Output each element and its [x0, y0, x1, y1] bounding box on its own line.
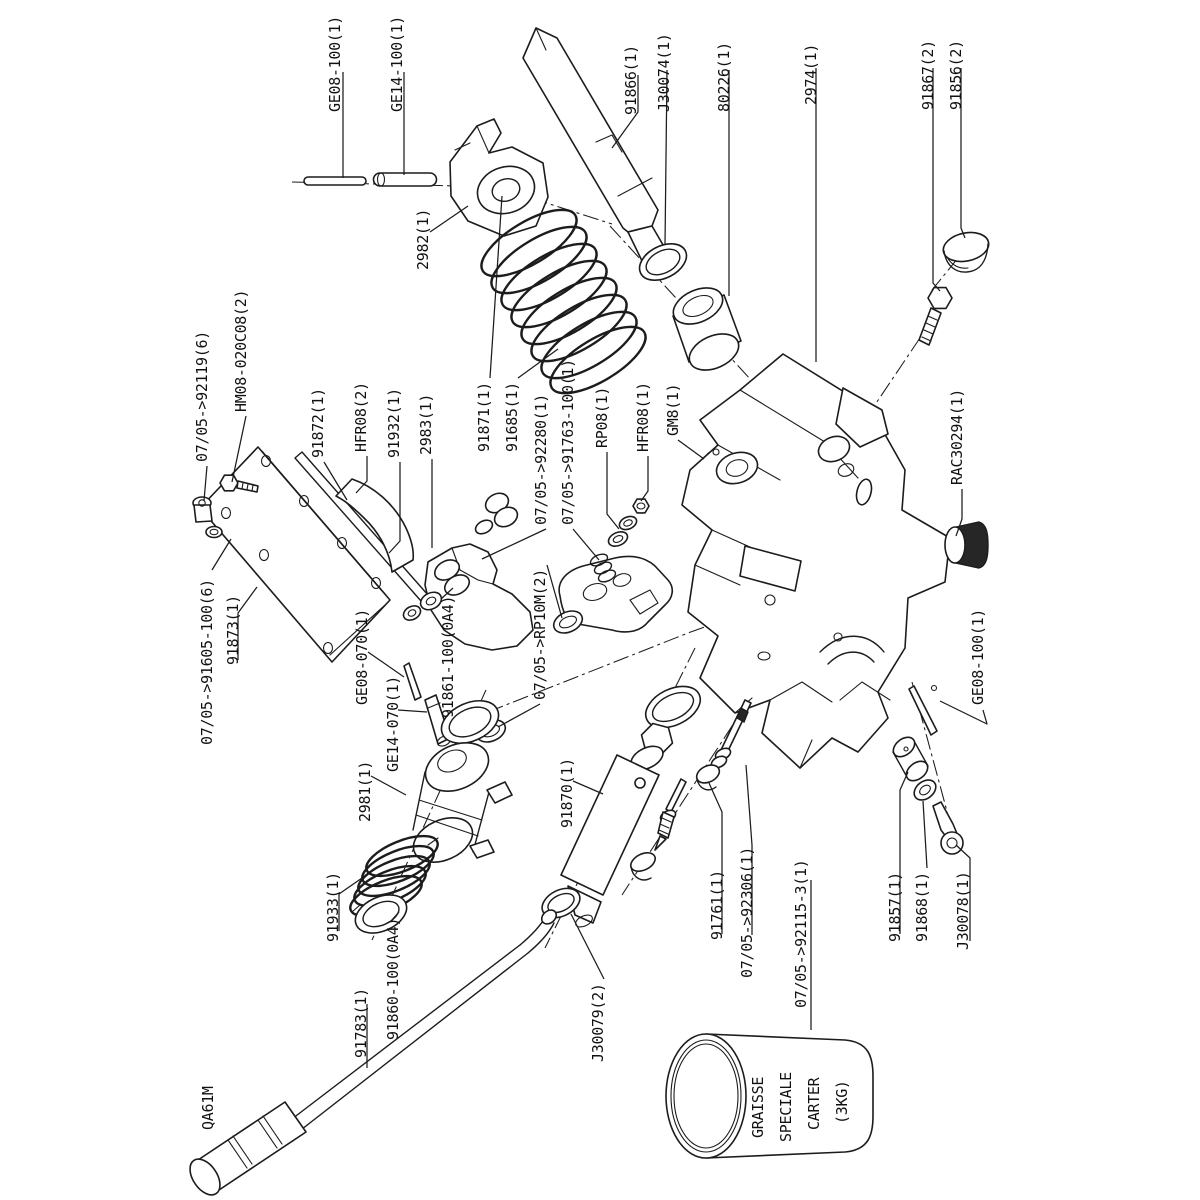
leader-line	[368, 652, 404, 677]
leader-line	[204, 466, 207, 501]
part-label-hfr08-2: HFR08(2)	[352, 382, 370, 452]
bolt-91867	[919, 288, 952, 345]
part-label-91933-1: 91933(1)	[324, 872, 342, 942]
part-label-2981-1: 2981(1)	[356, 760, 374, 822]
link-j30078	[933, 802, 963, 854]
part-label-91868-1: 91868(1)	[913, 872, 931, 942]
part-label-2982-1: 2982(1)	[414, 208, 432, 270]
grease-can-label-speciale: SPECIALE	[777, 1072, 795, 1142]
part-label-07-05-rp10m-2: 07/05->RP10M(2)	[531, 569, 549, 700]
leader-line	[573, 781, 603, 794]
part-label-2983-1: 2983(1)	[417, 393, 435, 455]
leader-line	[571, 914, 604, 979]
grease-can-label-3kg: (3KG)	[833, 1080, 851, 1124]
pin-ge08-100-right	[909, 686, 937, 735]
part-label-91860-100-0a4: 91860-100(0A4)	[384, 917, 402, 1040]
lever-91783	[184, 907, 559, 1200]
right-parts	[890, 686, 963, 855]
part-label-gm8-1: GM8(1)	[664, 383, 682, 436]
part-label-07-05-91763-100-1: 07/05->91763-100(1)	[559, 359, 577, 525]
part-label-91857-1: 91857(1)	[886, 872, 904, 942]
leader-line	[398, 710, 427, 712]
part-label-91685-1: 91685(1)	[503, 382, 521, 452]
part-label-ge08-070-1: GE08-070(1)	[353, 608, 371, 705]
leader-line	[371, 776, 406, 795]
part-label-07-05-91605-100-6: 07/05->91605-100(6)	[198, 579, 216, 745]
rocker-2983	[401, 489, 533, 650]
carter-2974	[682, 354, 950, 768]
part-label-91872-1: 91872(1)	[309, 388, 327, 458]
part-label-91871-1: 91871(1)	[475, 382, 493, 452]
part-label-qa61m: QA61M	[199, 1086, 217, 1130]
part-label-hfr08-1: HFR08(1)	[634, 382, 652, 452]
washer-rp08	[606, 529, 630, 549]
piston-80226	[668, 281, 745, 377]
bolt-hm08	[220, 475, 238, 491]
valve-2981	[407, 692, 512, 870]
part-label-80226-1: 80226(1)	[715, 42, 733, 112]
part-label-2974-1: 2974(1)	[802, 43, 820, 105]
leader-line	[498, 704, 540, 727]
leader-line	[607, 452, 619, 529]
leader-line	[923, 801, 927, 868]
leader-line	[212, 539, 231, 570]
leader-line	[641, 456, 648, 501]
part-label-91866-1: 91866(1)	[622, 45, 640, 115]
part-label-j30074-1: J30074(1)	[655, 33, 673, 112]
pin-ge08-100	[304, 177, 366, 185]
part-label-ge14-070-1: GE14-070(1)	[384, 675, 402, 772]
part-label-ge08-100-1: GE08-100(1)	[326, 15, 344, 112]
part-label-j30078-1: J30078(1)	[954, 871, 972, 950]
plug-rac30294	[945, 522, 988, 568]
part-label-hm08-020c08-2: HM08-020C08(2)	[232, 289, 250, 412]
grease-can-label-carter: CARTER	[805, 1077, 823, 1130]
part-label-91870-1: 91870(1)	[558, 758, 576, 828]
part-label-07-05-92119-6: 07/05->92119(6)	[193, 331, 211, 462]
nut-hfr08-1	[633, 499, 649, 513]
pin-ge14-100	[374, 173, 437, 186]
part-label-91873-1: 91873(1)	[224, 595, 242, 665]
part-label-91867-2: 91867(2)	[919, 40, 937, 110]
part-label-07-05-92306-1: 07/05->92306(1)	[738, 847, 756, 978]
part-label-ge08-100-1: GE08-100(1)	[969, 608, 987, 705]
pin-ge08-070	[404, 663, 421, 700]
part-label-91761-1: 91761(1)	[708, 870, 726, 940]
grease-can-label-graisse: GRAISSE	[749, 1076, 767, 1138]
part-label-91932-1: 91932(1)	[385, 388, 403, 458]
part-label-91783-1: 91783(1)	[352, 988, 370, 1058]
cap-91856	[941, 229, 992, 273]
part-label-07-05-92115-3-1: 07/05->92115-3(1)	[792, 859, 810, 1008]
part-label-rp08-1: RP08(1)	[593, 386, 611, 448]
part-label-ge14-100-1: GE14-100(1)	[388, 15, 406, 112]
bearing-bracket-2982	[450, 119, 548, 236]
part-label-07-05-92280-1: 07/05->92280(1)	[532, 394, 550, 525]
leader-line	[573, 529, 599, 560]
cylinder-91870	[561, 678, 707, 929]
sleeve-91857	[890, 733, 932, 784]
part-label-91856-2: 91856(2)	[947, 40, 965, 110]
leader-line	[482, 529, 546, 559]
part-label-j30079-2: J30079(2)	[589, 983, 607, 1062]
leader-line	[430, 206, 468, 232]
part-label-rac30294-1: RAC30294(1)	[948, 388, 966, 485]
leader-line	[678, 440, 704, 459]
part-label-91861-100-0a4: 91861-100(0A4)	[439, 595, 457, 718]
